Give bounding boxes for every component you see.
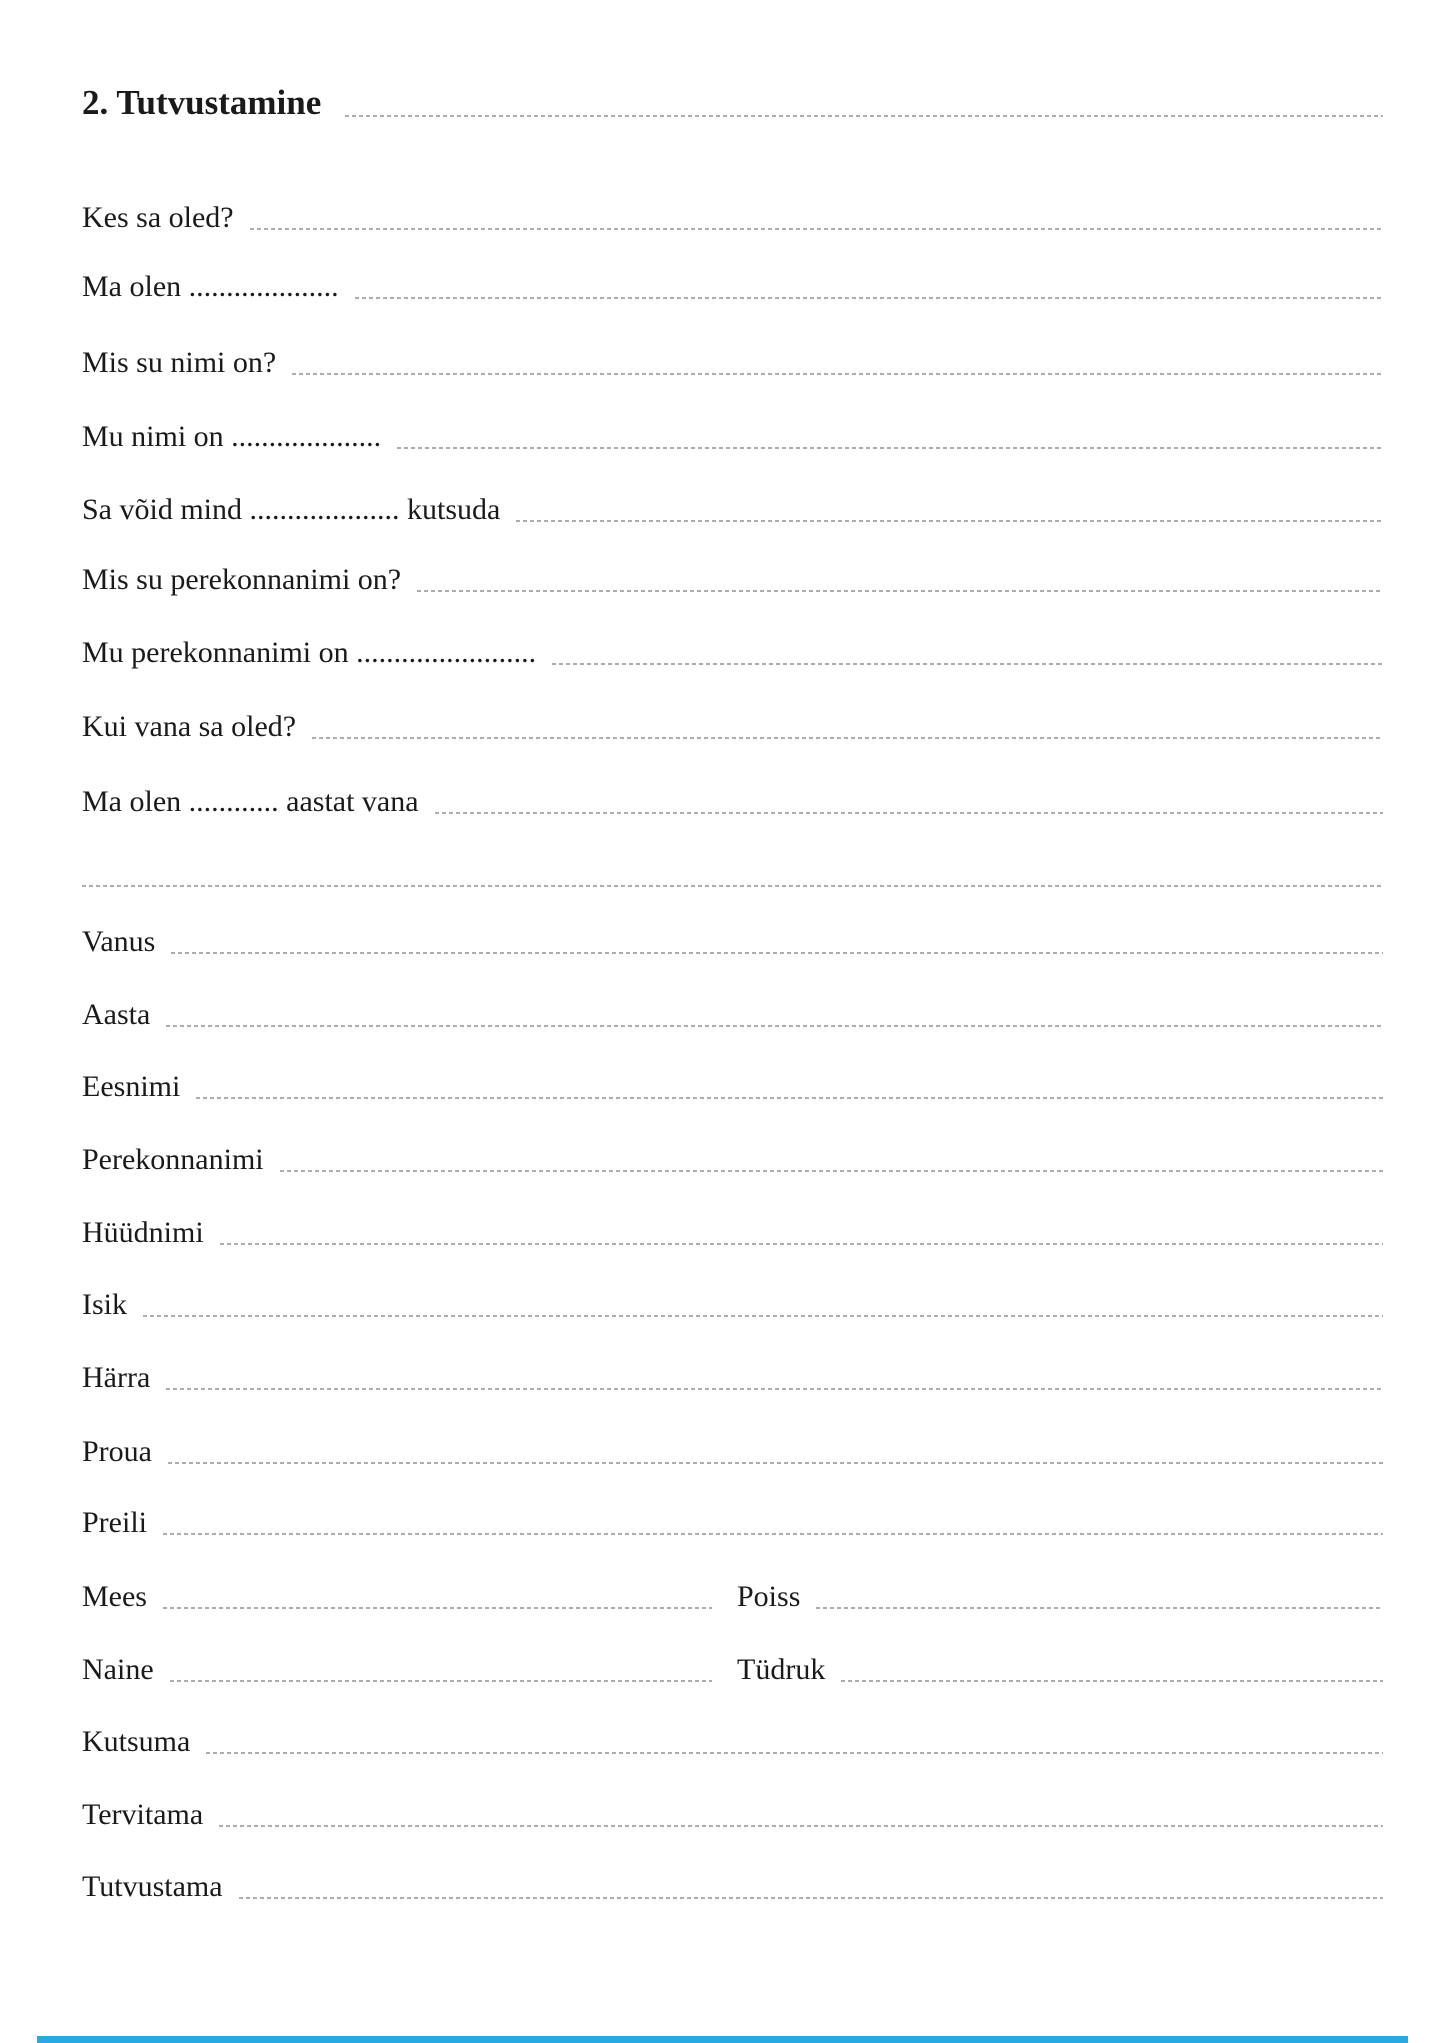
worksheet-row [82, 200, 1383, 236]
row-label: Ma olen .................... [82, 270, 339, 303]
fill-in-line [435, 812, 1383, 814]
fill-in-line [171, 952, 1383, 954]
row-column-left [82, 1652, 712, 1688]
fill-in-line [355, 297, 1383, 299]
worksheet-row [82, 1505, 1383, 1541]
row-label: Eesnimi [82, 1070, 181, 1103]
fill-in-line [82, 885, 1383, 887]
fill-in-line [552, 663, 1383, 665]
row-label: Proua [82, 1435, 152, 1468]
worksheet-row [82, 1142, 1383, 1178]
row-label: Kui vana sa oled? [82, 710, 297, 743]
fill-in-line [163, 1533, 1383, 1535]
fill-in-line [168, 1462, 1383, 1464]
row-label: Mees [82, 1580, 147, 1613]
worksheet-row [82, 419, 1383, 455]
row-label: Aasta [82, 998, 151, 1031]
worksheet-row [82, 1069, 1383, 1105]
fill-in-line [170, 1680, 712, 1682]
worksheet-row [82, 924, 1383, 960]
row-label: Isik [82, 1288, 127, 1321]
worksheet-row [82, 997, 1383, 1033]
fill-in-line [397, 447, 1383, 449]
blank-write-line-row [82, 857, 1383, 893]
fill-in-line [280, 1170, 1383, 1172]
row-label: Tüdruk [737, 1653, 826, 1686]
worksheet-row [82, 1724, 1383, 1760]
worksheet-row [82, 492, 1383, 528]
row-label: Hüüdnimi [82, 1216, 204, 1249]
worksheet-row [82, 635, 1383, 671]
fill-in-line [166, 1025, 1383, 1027]
worksheet-row [82, 345, 1383, 381]
row-label: Ma olen ............ aastat vana [82, 785, 419, 818]
row-label: Kutsuma [82, 1725, 191, 1758]
row-label: Vanus [82, 925, 156, 958]
row-label: Perekonnanimi [82, 1143, 264, 1176]
worksheet-row [82, 1434, 1383, 1470]
worksheet-row [82, 1579, 1383, 1615]
row-label: Preili [82, 1506, 147, 1539]
row-label: Härra [82, 1361, 151, 1394]
fill-in-line [166, 1388, 1383, 1390]
row-column-left [82, 1579, 712, 1615]
worksheet-row [82, 1869, 1383, 1905]
row-column-right [737, 1579, 1383, 1615]
fill-in-line [841, 1680, 1383, 1682]
fill-in-line [292, 373, 1383, 375]
section-title: 2. Tutvustamine [82, 83, 322, 122]
row-label: Sa võid mind .................... kutsuda [82, 493, 501, 526]
worksheet-row [82, 269, 1383, 305]
row-label: Tutvustama [82, 1870, 223, 1903]
fill-in-line [219, 1825, 1383, 1827]
row-label: Naine [82, 1653, 154, 1686]
row-label: Kes sa oled? [82, 201, 234, 234]
worksheet-row [82, 1215, 1383, 1251]
worksheet-row [82, 562, 1383, 598]
footer-accent-bar [37, 2036, 1408, 2043]
fill-in-line [417, 590, 1383, 592]
worksheet-row [82, 1652, 1383, 1688]
row-column-right [737, 1652, 1383, 1688]
fill-in-line [196, 1097, 1383, 1099]
row-label: Mu perekonnanimi on ........................ [82, 636, 537, 669]
fill-in-line [163, 1607, 712, 1609]
worksheet-row [82, 709, 1383, 745]
fill-in-line [816, 1607, 1383, 1609]
fill-in-line [516, 520, 1383, 522]
fill-in-line [239, 1897, 1383, 1899]
worksheet-row [82, 784, 1383, 820]
worksheet-row [82, 1360, 1383, 1396]
row-label: Poiss [737, 1580, 801, 1613]
worksheet-row [82, 1797, 1383, 1833]
fill-in-line [220, 1243, 1383, 1245]
row-label: Mu nimi on .................... [82, 420, 382, 453]
row-label: Mis su perekonnanimi on? [82, 563, 402, 596]
fill-in-line [206, 1752, 1383, 1754]
worksheet-row [82, 1287, 1383, 1323]
row-label: Mis su nimi on? [82, 346, 277, 379]
title-rule-line [345, 115, 1383, 117]
fill-in-line [250, 228, 1383, 230]
row-label: Tervitama [82, 1798, 204, 1831]
fill-in-line [143, 1315, 1383, 1317]
fill-in-line [312, 737, 1383, 739]
section-title-row [82, 82, 1383, 124]
